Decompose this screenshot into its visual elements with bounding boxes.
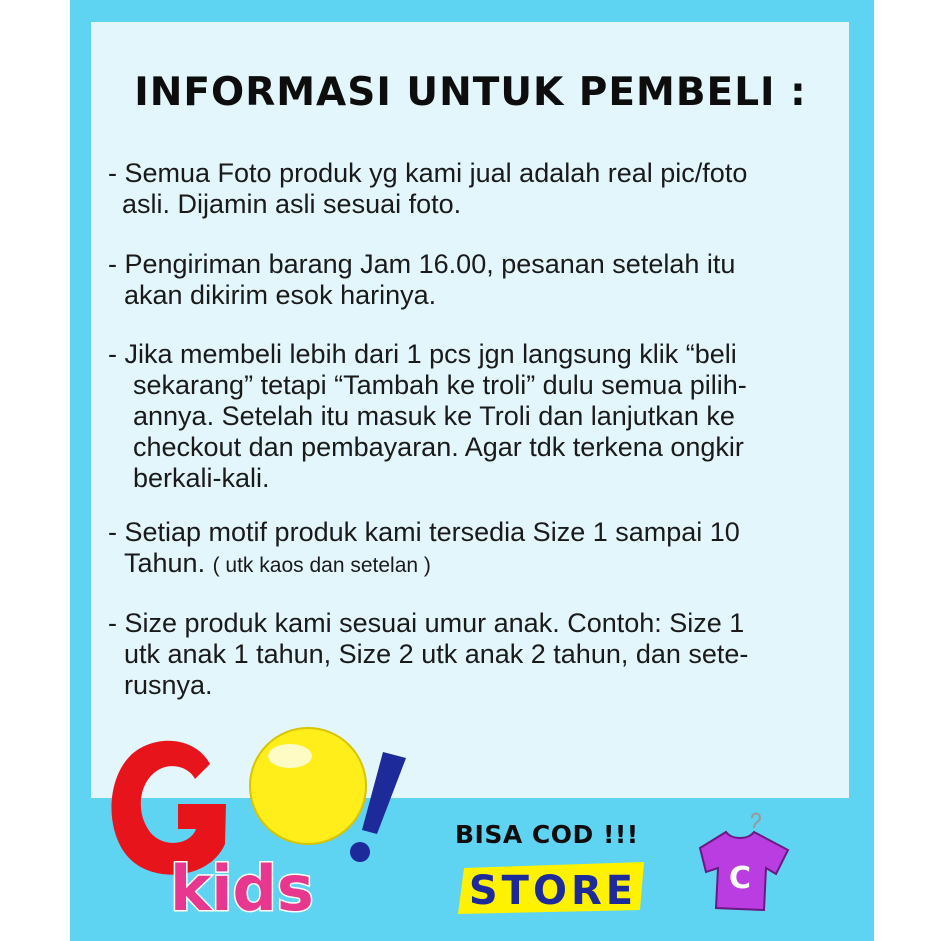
store-banner bbox=[458, 862, 648, 914]
info-line: berkali-kali. bbox=[133, 463, 270, 493]
cod-label: BISA COD !!! bbox=[455, 820, 639, 849]
info-line: - Pengiriman barang Jam 16.00, pesanan setelah itu bbox=[108, 249, 736, 279]
shirt-icon bbox=[690, 810, 798, 918]
info-point-1 bbox=[108, 158, 747, 220]
page-title: INFORMASI UNTUK PEMBELI : bbox=[134, 70, 807, 115]
logo-kids-text: kids bbox=[170, 852, 314, 924]
info-line: - Jika membeli lebih dari 1 pcs jgn langsung klik “beli bbox=[108, 339, 737, 369]
info-point-3 bbox=[108, 339, 747, 494]
info-point-5 bbox=[108, 608, 748, 701]
info-line: rusnya. bbox=[124, 670, 213, 700]
info-note: ( utk kaos dan setelan ) bbox=[212, 554, 431, 577]
info-line: annya. Setelah itu masuk ke Troli dan lanjutkan ke bbox=[133, 401, 735, 431]
info-line: Tahun. bbox=[124, 548, 206, 578]
logo-exclamation bbox=[362, 752, 406, 834]
shirt-letter: C bbox=[728, 861, 752, 896]
info-line: utk anak 1 tahun, Size 2 utk anak 2 tahun, dan sete- bbox=[124, 639, 749, 669]
info-point-2 bbox=[108, 249, 735, 311]
info-line: asli. Dijamin asli sesuai foto. bbox=[122, 189, 462, 219]
go-kids-logo bbox=[100, 724, 420, 924]
info-line: - Size produk kami sesuai umur anak. Contoh: Size 1 bbox=[108, 608, 745, 638]
info-line: - Semua Foto produk yg kami jual adalah real pic/foto bbox=[108, 158, 748, 188]
info-line: akan dikirim esok harinya. bbox=[124, 280, 437, 310]
info-point-4 bbox=[108, 517, 740, 581]
info-line: checkout dan pembayaran. Agar tdk terkena ongkir bbox=[133, 432, 744, 462]
store-text: STORE bbox=[468, 868, 638, 914]
info-line: - Setiap motif produk kami tersedia Size 1 sampai 10 bbox=[108, 517, 740, 547]
logo-ball bbox=[250, 728, 366, 844]
info-line: sekarang” tetapi “Tambah ke troli” dulu semua pilih- bbox=[133, 370, 747, 400]
